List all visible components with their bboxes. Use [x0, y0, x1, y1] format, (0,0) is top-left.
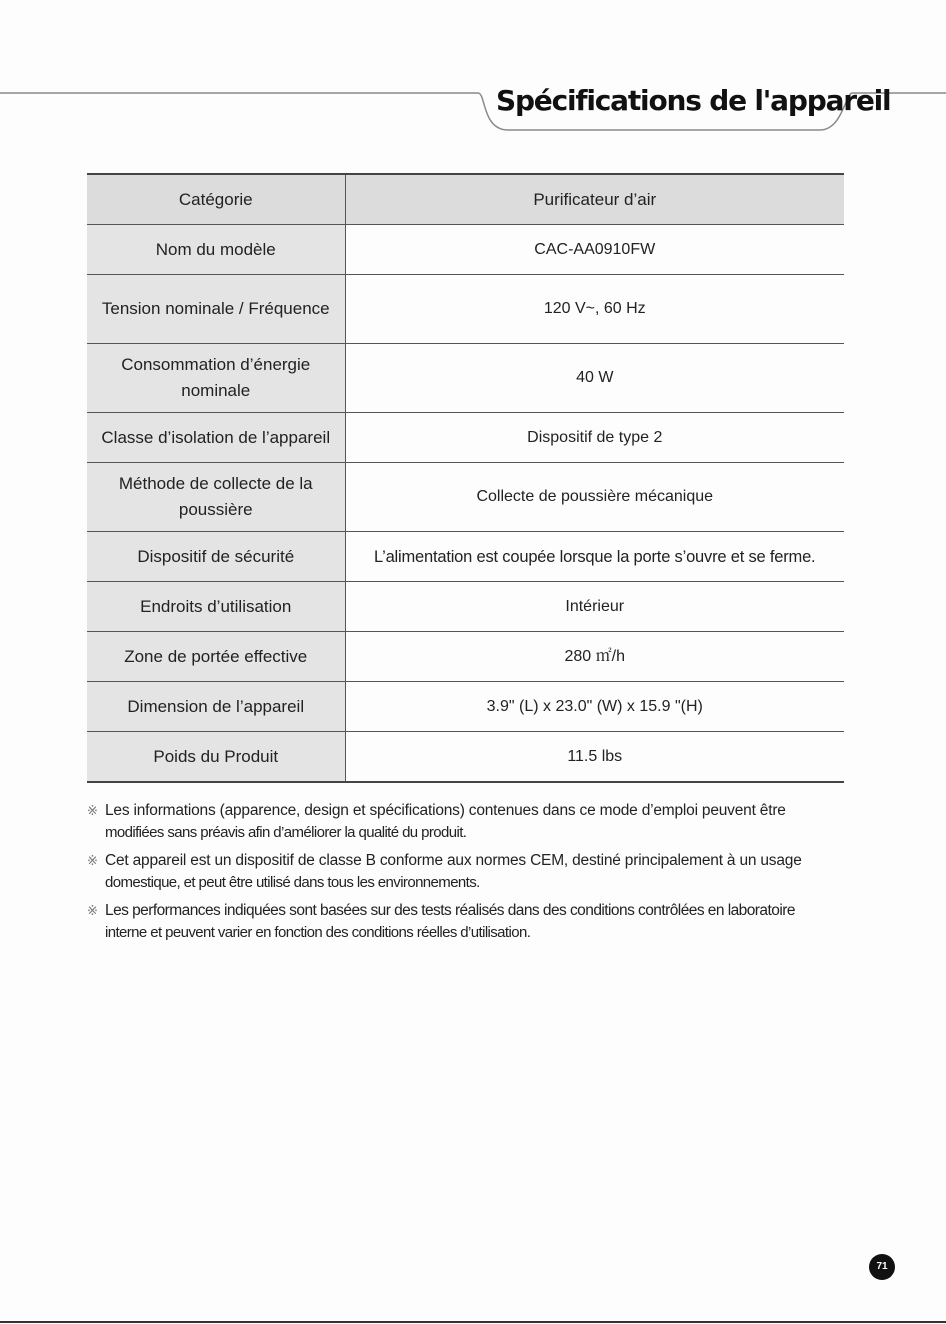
note-line: Les informations (apparence, design et spécifications) contenues dans ce mode d’emploi peuvent être — [105, 802, 786, 819]
note-line: Cet appareil est un dispositif de classe B conforme aux normes CEM, destiné principalement à un usage — [105, 852, 802, 869]
note-item — [87, 850, 844, 894]
row-label: Méthode de collecte de la poussière — [87, 463, 345, 532]
table-row — [87, 275, 844, 344]
table-row — [87, 732, 844, 783]
row-label: Nom du modèle — [87, 225, 345, 275]
note-line: Les performances indiquées sont basées sur des tests réalisés dans des conditions contrôlées en laboratoire — [105, 902, 795, 919]
table-row — [87, 582, 844, 632]
row-label: Classe d’isolation de l’appareil — [87, 413, 345, 463]
row-label: Dimension de l’appareil — [87, 682, 345, 732]
row-value: 40 W — [345, 344, 844, 413]
note-line: interne et peuvent varier en fonction des conditions réelles d’utilisation. — [105, 924, 531, 941]
table-row — [87, 225, 844, 275]
note-item — [87, 800, 844, 844]
row-label: Dispositif de sécurité — [87, 532, 345, 582]
note-line: modifiées sans préavis afin d’améliorer la qualité du produit. — [105, 824, 467, 841]
row-label: Consommation d’énergie nominale — [87, 344, 345, 413]
specifications-table — [87, 173, 844, 783]
row-label: Tension nominale / Fréquence — [87, 275, 345, 344]
row-value: Collecte de poussière mécanique — [345, 463, 844, 532]
table-header-row — [87, 174, 844, 225]
notes-list — [87, 800, 844, 950]
note-line: domestique, et peut être utilisé dans tous les environnements. — [105, 874, 480, 891]
reference-mark-icon: ※ — [87, 853, 98, 868]
row-value: 280 ㎡/h — [345, 632, 844, 682]
table-row — [87, 632, 844, 682]
row-value: 3.9" (L) x 23.0" (W) x 15.9 "(H) — [345, 682, 844, 732]
header-category: Catégorie — [87, 174, 345, 225]
header-product: Purificateur d’air — [345, 174, 844, 225]
page-title: Spécifications de l'appareil — [496, 84, 891, 117]
reference-mark-icon: ※ — [87, 903, 98, 918]
row-label: Poids du Produit — [87, 732, 345, 783]
table-row — [87, 532, 844, 582]
page-number-badge: 71 — [869, 1254, 895, 1280]
note-item — [87, 900, 844, 944]
table-row — [87, 344, 844, 413]
row-value: CAC-AA0910FW — [345, 225, 844, 275]
table-row — [87, 682, 844, 732]
row-value: L’alimentation est coupée lorsque la porte s’ouvre et se ferme. — [345, 532, 844, 582]
row-label: Zone de portée effective — [87, 632, 345, 682]
table-row — [87, 463, 844, 532]
row-label: Endroits d’utilisation — [87, 582, 345, 632]
row-value: 11.5 lbs — [345, 732, 844, 783]
row-value: 120 V~, 60 Hz — [345, 275, 844, 344]
bottom-rule — [0, 1321, 946, 1323]
row-value: Intérieur — [345, 582, 844, 632]
table-row — [87, 413, 844, 463]
reference-mark-icon: ※ — [87, 803, 98, 818]
row-value: Dispositif de type 2 — [345, 413, 844, 463]
